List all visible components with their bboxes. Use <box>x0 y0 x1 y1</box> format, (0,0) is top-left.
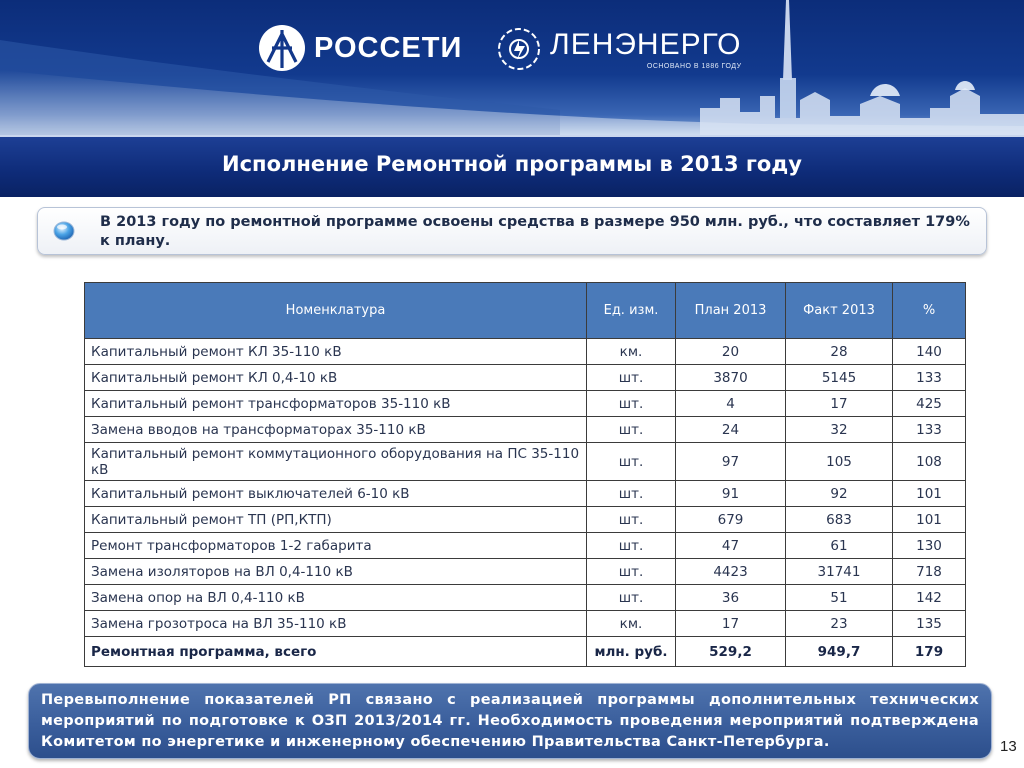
column-header-percent: % <box>893 283 966 339</box>
table-row <box>85 481 966 507</box>
cell-percent: 718 <box>893 559 966 585</box>
cell-name: Капитальный ремонт КЛ 35-110 кВ <box>85 339 587 365</box>
cell-fact: 31741 <box>786 559 893 585</box>
conclusion-text: Перевыполнение показателей РП связано с реализацией программы дополнительных технических мероприятий по подготовке к ОЗП 2013/2014 гг. Необходимость проведения мероприятий подтверждена Комитетом по энергетике и инженерному обеспечению Правительства Санкт-Петербурга. <box>41 692 979 750</box>
cell-fact: 32 <box>786 417 893 443</box>
bullet-orb-icon <box>53 220 75 242</box>
column-header-nomenclature: Номенклатура <box>85 283 587 339</box>
rosseti-logo <box>258 24 462 72</box>
cell-unit: шт. <box>587 391 676 417</box>
table-row <box>85 611 966 637</box>
cell-percent: 130 <box>893 533 966 559</box>
cell-name: Капитальный ремонт трансформаторов 35-110 кВ <box>85 391 587 417</box>
cell-plan: 17 <box>676 611 786 637</box>
column-header-unit: Ед. изм. <box>587 283 676 339</box>
cell-total-fact: 949,7 <box>786 637 893 667</box>
cell-fact: 92 <box>786 481 893 507</box>
cell-total-name: Ремонтная программа, всего <box>85 637 587 667</box>
cell-total-percent: 179 <box>893 637 966 667</box>
summary-text: В 2013 году по ремонтной программе освоены средства в размере 950 млн. руб., что составляет 179% к плану. <box>100 214 970 249</box>
rosseti-wordmark: РОССЕТИ <box>314 31 463 64</box>
cell-percent: 101 <box>893 481 966 507</box>
cell-percent: 101 <box>893 507 966 533</box>
cell-plan: 679 <box>676 507 786 533</box>
conclusion-box <box>28 683 992 759</box>
column-header-fact: Факт 2013 <box>786 283 893 339</box>
cell-percent: 142 <box>893 585 966 611</box>
cell-name: Капитальный ремонт коммутационного оборудования на ПС 35-110 кВ <box>85 443 587 481</box>
cell-fact: 51 <box>786 585 893 611</box>
cell-percent: 140 <box>893 339 966 365</box>
cell-plan: 91 <box>676 481 786 507</box>
cell-percent: 108 <box>893 443 966 481</box>
lenenergo-wordmark: ЛЕНЭНЕРГО <box>550 27 742 61</box>
cell-plan: 24 <box>676 417 786 443</box>
page-number: 13 <box>1000 738 1017 755</box>
cell-fact: 5145 <box>786 365 893 391</box>
cell-unit: шт. <box>587 559 676 585</box>
table-row <box>85 533 966 559</box>
title-bar <box>0 135 1024 197</box>
cell-fact: 17 <box>786 391 893 417</box>
cell-unit: шт. <box>587 443 676 481</box>
cell-fact: 105 <box>786 443 893 481</box>
cell-unit: шт. <box>587 417 676 443</box>
slide-title: Исполнение Ремонтной программы в 2013 году <box>222 152 802 176</box>
cell-name: Замена опор на ВЛ 0,4-110 кВ <box>85 585 587 611</box>
cell-plan: 47 <box>676 533 786 559</box>
column-header-plan: План 2013 <box>676 283 786 339</box>
cell-fact: 683 <box>786 507 893 533</box>
cell-percent: 133 <box>893 365 966 391</box>
lenenergo-logo <box>496 26 742 72</box>
table-row <box>85 507 966 533</box>
cell-name: Ремонт трансформаторов 1-2 габарита <box>85 533 587 559</box>
table-header-row <box>85 283 966 339</box>
cell-name: Капитальный ремонт ТП (РП,КТП) <box>85 507 587 533</box>
cell-plan: 4 <box>676 391 786 417</box>
cell-fact: 28 <box>786 339 893 365</box>
cell-fact: 61 <box>786 533 893 559</box>
cell-plan: 3870 <box>676 365 786 391</box>
cell-plan: 36 <box>676 585 786 611</box>
table-row <box>85 585 966 611</box>
lenenergo-emblem-icon <box>496 26 542 72</box>
cell-plan: 4423 <box>676 559 786 585</box>
repair-program-table <box>84 282 966 667</box>
cell-percent: 133 <box>893 417 966 443</box>
cell-unit: км. <box>587 339 676 365</box>
cell-unit: км. <box>587 611 676 637</box>
cell-name: Капитальный ремонт выключателей 6-10 кВ <box>85 481 587 507</box>
cell-name: Капитальный ремонт КЛ 0,4-10 кВ <box>85 365 587 391</box>
cell-fact: 23 <box>786 611 893 637</box>
cell-percent: 135 <box>893 611 966 637</box>
rosseti-emblem-icon <box>258 24 306 72</box>
table-row <box>85 339 966 365</box>
lenenergo-tagline: ОСНОВАНО В 1886 ГОДУ <box>646 62 742 70</box>
cell-total-unit: млн. руб. <box>587 637 676 667</box>
cell-unit: шт. <box>587 507 676 533</box>
table-row <box>85 391 966 417</box>
table-total-row <box>85 637 966 667</box>
cell-percent: 425 <box>893 391 966 417</box>
cell-name: Замена изоляторов на ВЛ 0,4-110 кВ <box>85 559 587 585</box>
table-row <box>85 365 966 391</box>
table-row <box>85 417 966 443</box>
table-row <box>85 443 966 481</box>
cell-unit: шт. <box>587 481 676 507</box>
cell-unit: шт. <box>587 365 676 391</box>
cell-unit: шт. <box>587 533 676 559</box>
cell-plan: 97 <box>676 443 786 481</box>
cell-name: Замена грозотроса на ВЛ 35-110 кВ <box>85 611 587 637</box>
table-row <box>85 559 966 585</box>
cell-plan: 20 <box>676 339 786 365</box>
cell-name: Замена вводов на трансформаторах 35-110 кВ <box>85 417 587 443</box>
summary-box <box>37 207 987 255</box>
cell-total-plan: 529,2 <box>676 637 786 667</box>
slide-header <box>0 0 1024 135</box>
cell-unit: шт. <box>587 585 676 611</box>
